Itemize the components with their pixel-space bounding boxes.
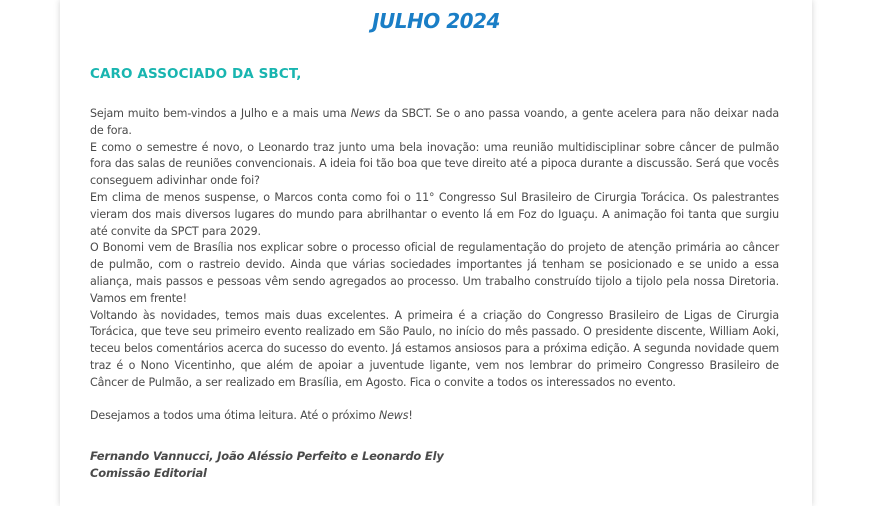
newsletter-page [60, 0, 812, 506]
paragraph-closing [90, 408, 779, 425]
month-title: JULHO 2024 [372, 9, 500, 33]
greeting-heading: CARO ASSOCIADO DA SBCT, [90, 66, 302, 82]
paragraph-closing-end: ! [408, 409, 413, 423]
paragraph-intro-start: Sejam muito bem-vindos a Julho e a mais uma [90, 107, 351, 120]
signature-committee: Comissão Editorial [90, 466, 207, 480]
paragraph-intro-end: da SBCT. Se o ano passa voando, a gente acelera para não deixar nada de fora. [90, 107, 779, 137]
news-emphasis-closing: News [378, 409, 409, 423]
editorial-body [90, 106, 779, 425]
signature-block [90, 448, 444, 482]
paragraph-leonardo: E como o semestre é novo, o Leonardo traz junto uma bela inovação: uma reunião multidisciplinar sobre câncer de pulmão fora das salas de reuniões convencionais. A ideia foi tão boa que teve direito até a pipoca durante a discussão. Será que vocês conseguem adivinhar onde foi? [90, 140, 779, 188]
paragraph-marcos: Em clima de menos suspense, o Marcos conta como foi o 11° Congresso Sul Brasileiro de Cirurgia Torácica. Os palestrantes vieram dos mais diversos lugares do mundo para abrilhantar o evento lá em Foz do Iguaçu. A animação foi tanta que surgiu até convite da SPCT para 2029. [90, 190, 779, 238]
signature-names: Fernando Vannucci, João Aléssio Perfeito e Leonardo Ely [90, 449, 444, 463]
paragraph-novidades: Voltando às novidades, temos mais duas excelentes. A primeira é a criação do Congresso Brasileiro de Ligas de Cirurgia Torácica, que teve seu primeiro evento realizado em São Paulo, no início do mês passado. O presidente discente, William Aoki, teceu belos comentários acerca do sucesso do evento. Já estamos ansiosos para a próxima edição. A segunda novidade quem traz é o Nono Vicentinho, que além de apoiar a juventude ligante, vem nos lembrar do primeiro Congresso Brasileiro de Câncer de Pulmão, a ser realizado em Brasília, em Agosto. Fica o convite a todos os interessados no evento. [90, 308, 779, 389]
paragraph-bonomi: O Bonomi vem de Brasília nos explicar sobre o processo oficial de regulamentação do projeto de atenção primária ao câncer de pulmão, com o rastreio devido. Ainda que várias sociedades importantes já tenham se posicionado e se unido a essa aliança, mais passos e pessoas vêm sendo agregados ao processo. Um trabalho construído tijolo a tijolo pela nossa Diretoria. Vamos em frente! [90, 241, 779, 305]
paragraph-closing-start: Desejamos a todos uma ótima leitura. Até o próximo [90, 409, 379, 423]
paragraph-intro [90, 106, 779, 140]
news-emphasis: News [350, 107, 381, 120]
